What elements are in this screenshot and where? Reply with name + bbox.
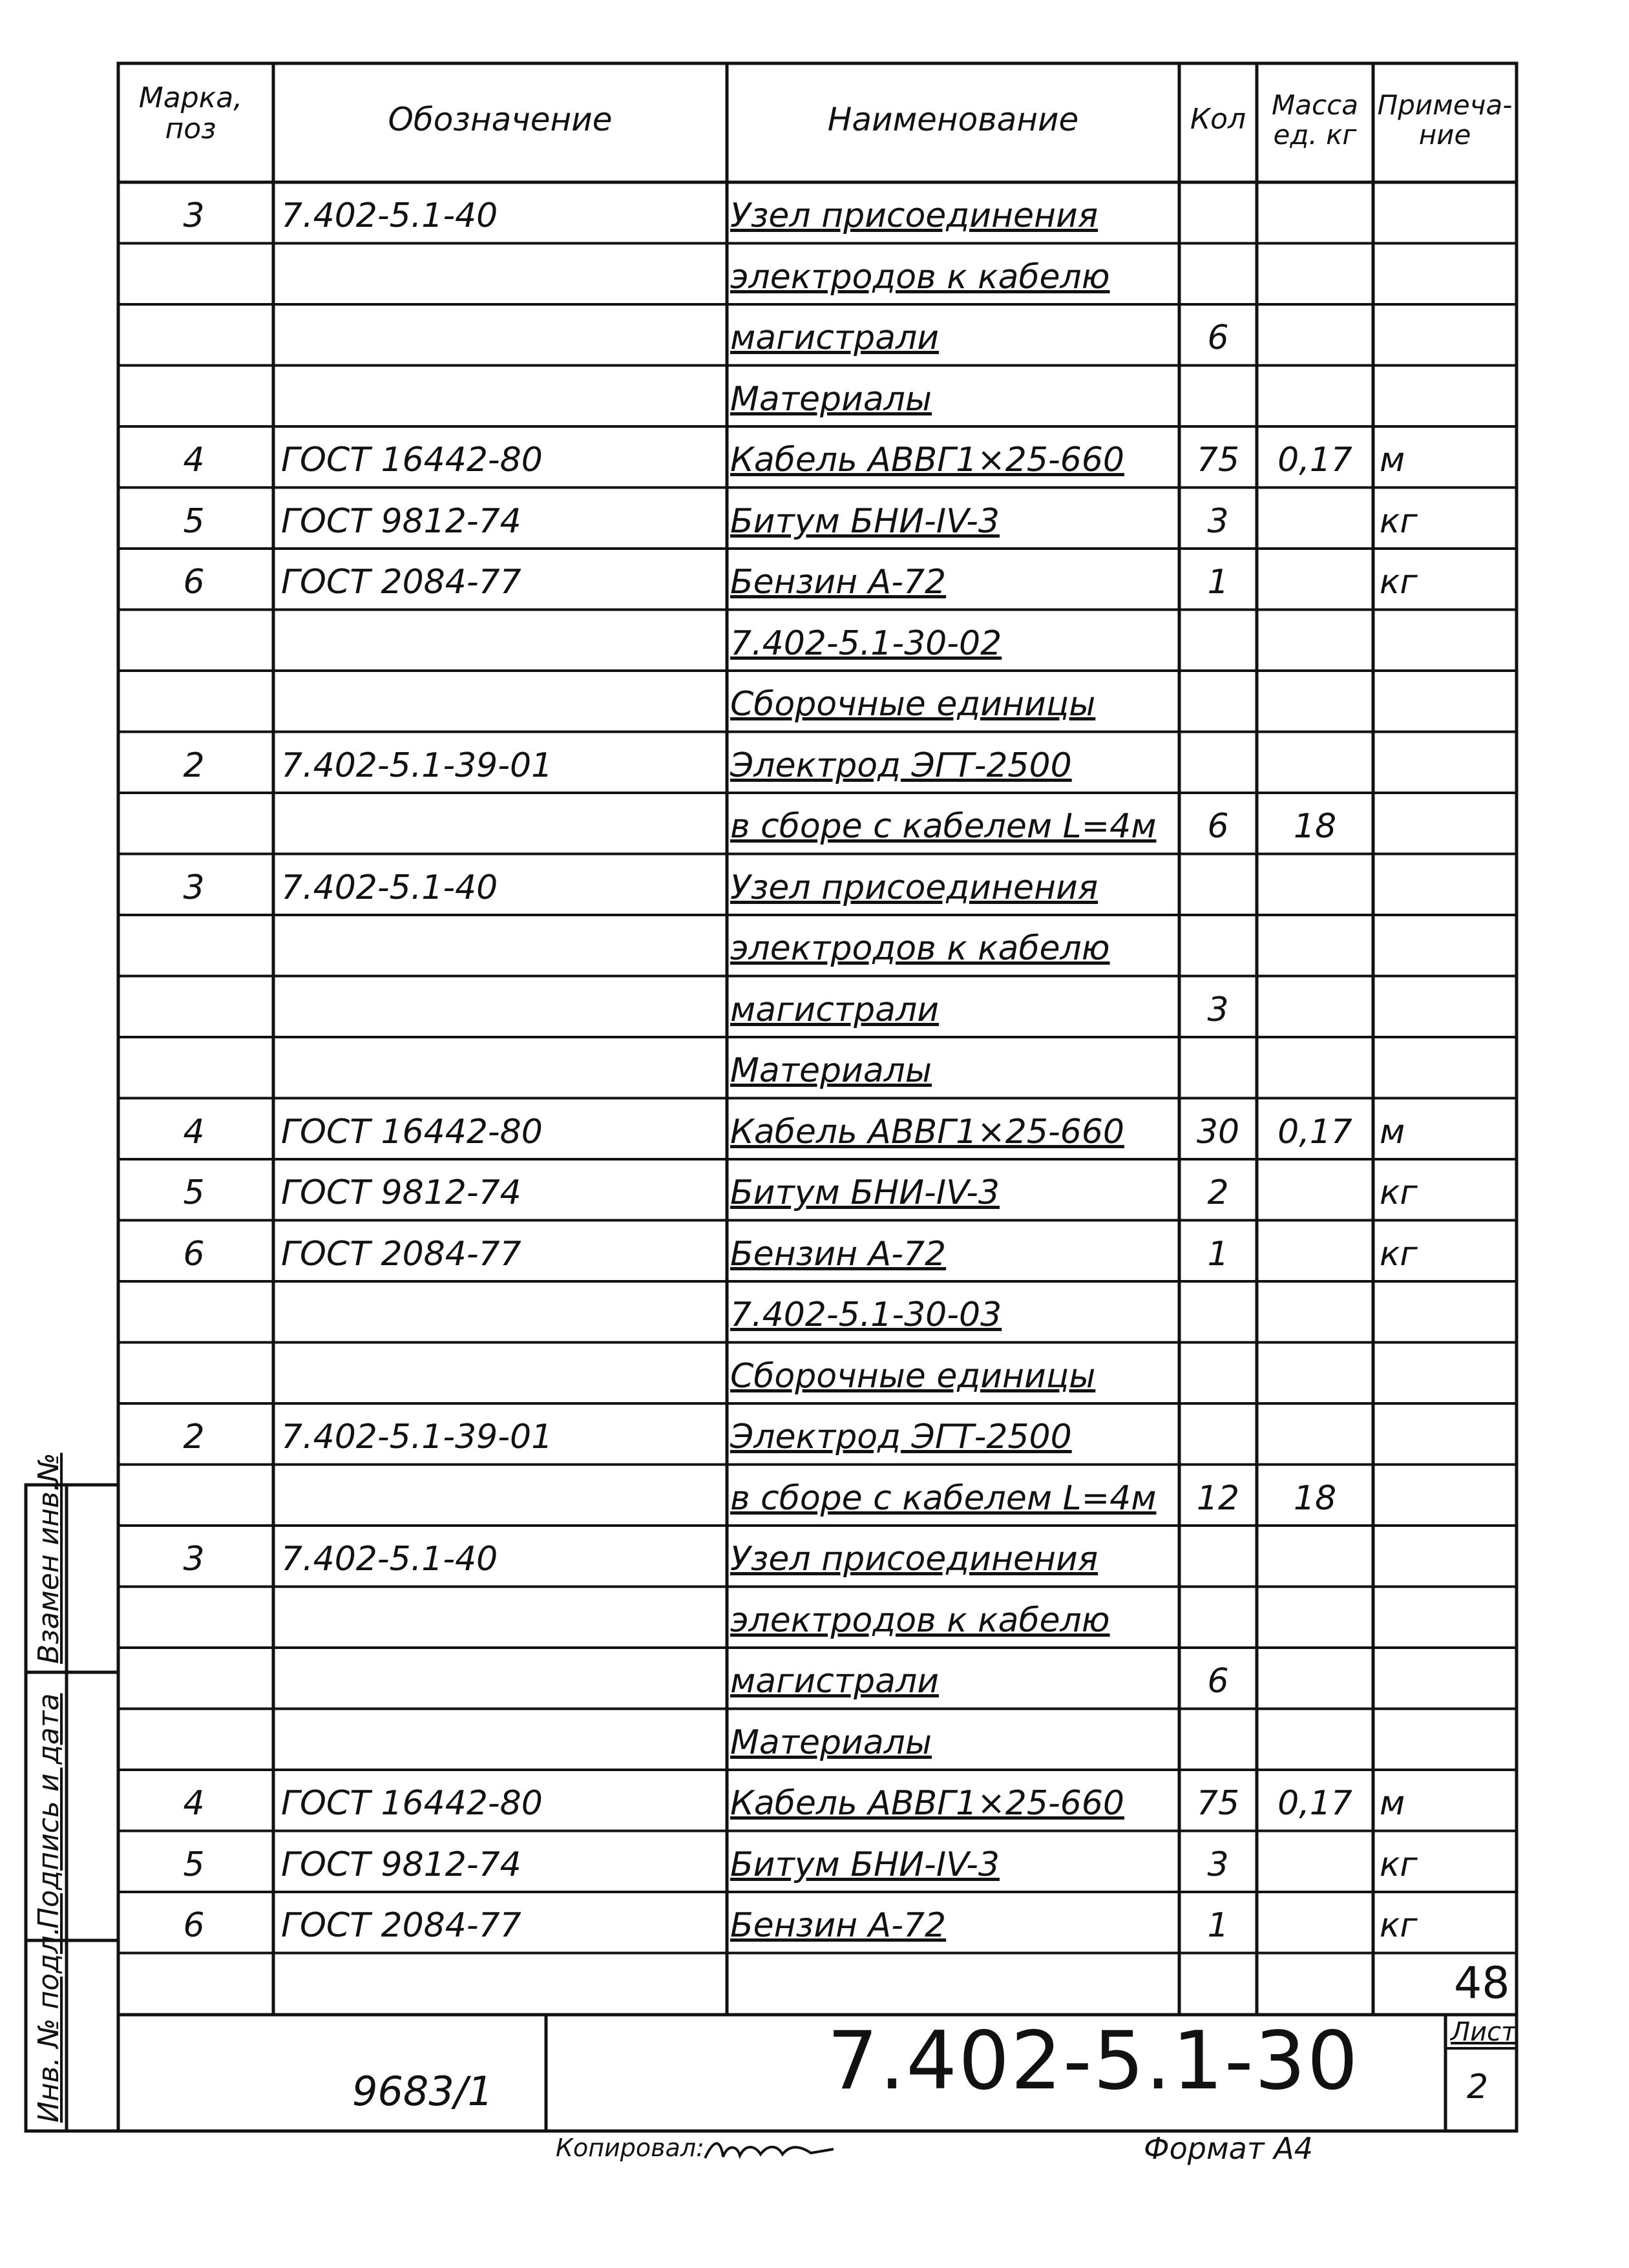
cell-prim: кг — [1380, 1906, 1418, 1945]
cell-poz: 5 — [183, 1173, 205, 1212]
cell-prim: кг — [1380, 563, 1418, 602]
col-header-kol: Кол — [1190, 103, 1246, 136]
page-number: 48 — [1454, 1958, 1510, 2009]
cell-obozn: ГОСТ 16442-80 — [281, 441, 543, 479]
cell-poz: 6 — [183, 1234, 205, 1274]
cell-poz: 6 — [183, 563, 205, 602]
cell-kol: 1 — [1207, 1906, 1229, 1945]
format-label: Формат А4 — [1144, 2131, 1313, 2166]
cell-kol: 75 — [1196, 441, 1240, 479]
cell-naim: Материалы — [730, 1723, 932, 1762]
cell-kol: 2 — [1207, 1173, 1229, 1212]
cell-naim: электродов к кабелю — [730, 257, 1110, 297]
cell-poz: 6 — [183, 1906, 205, 1945]
cell-naim: 7.402-5.1-30-03 — [730, 1296, 1002, 1334]
cell-naim: Узел присоединения — [730, 868, 1098, 907]
cell-obozn: ГОСТ 2084-77 — [281, 1234, 521, 1274]
cell-naim: в сборе с кабелем L=4м — [730, 807, 1157, 846]
cell-naim: электродов к кабелю — [730, 1601, 1110, 1640]
cell-obozn: ГОСТ 9812-74 — [281, 1845, 521, 1884]
cell-naim: Бензин А-72 — [730, 1906, 947, 1945]
cell-obozn: ГОСТ 2084-77 — [281, 1906, 521, 1945]
copied-label: Копировал: — [556, 2134, 704, 2162]
cell-poz: 4 — [183, 1784, 205, 1823]
col-header-marka: Марка, поз — [138, 81, 243, 145]
left-code: 9683/1 — [352, 2068, 494, 2115]
cell-poz: 3 — [183, 196, 205, 235]
cell-poz: 5 — [183, 501, 205, 541]
cell-poz: 3 — [183, 868, 205, 907]
side-label-inv: Инв. № подл. — [32, 1926, 65, 2123]
cell-prim: кг — [1380, 1173, 1418, 1212]
cell-kol: 3 — [1207, 990, 1229, 1029]
cell-poz: 4 — [183, 1112, 205, 1151]
cell-massa: 0,17 — [1277, 441, 1352, 479]
side-label-vzamen: Взамен инв.№ — [32, 1453, 65, 1664]
cell-prim: м — [1380, 1112, 1405, 1151]
cell-massa: 18 — [1293, 807, 1337, 846]
cell-naim: магистрали — [730, 319, 939, 357]
cell-naim: Материалы — [730, 1051, 932, 1090]
document-code: 7.402-5.1-30 — [827, 2015, 1360, 2108]
cell-kol: 6 — [1207, 1662, 1229, 1701]
cell-obozn: 7.402-5.1-40 — [281, 1540, 498, 1579]
cell-poz: 2 — [183, 1418, 205, 1456]
cell-naim: электродов к кабелю — [730, 929, 1110, 968]
col-header-oboznachenie: Обозначение — [388, 101, 613, 138]
cell-kol: 6 — [1207, 319, 1229, 357]
cell-poz: 4 — [183, 441, 205, 479]
cell-naim: 7.402-5.1-30-02 — [730, 624, 1002, 663]
cell-naim: Битум БНИ-IV-3 — [730, 1173, 1000, 1212]
col-header-massa: Масса ед. кг — [1272, 89, 1358, 151]
cell-naim: Материалы — [730, 379, 932, 419]
cell-naim: Битум БНИ-IV-3 — [730, 501, 1000, 541]
cell-obozn: ГОСТ 9812-74 — [281, 501, 521, 541]
cell-naim: магистрали — [730, 990, 939, 1029]
cell-prim: кг — [1380, 1845, 1418, 1884]
cell-prim: м — [1380, 1784, 1405, 1823]
cell-prim: м — [1380, 441, 1405, 479]
cell-obozn: ГОСТ 16442-80 — [281, 1112, 543, 1151]
cell-massa: 18 — [1293, 1478, 1337, 1518]
cell-naim: магистрали — [730, 1662, 939, 1701]
cell-kol: 1 — [1207, 1234, 1229, 1274]
cell-naim: в сборе с кабелем L=4м — [730, 1478, 1157, 1518]
cell-naim: Электрод ЭГТ-2500 — [730, 1418, 1072, 1456]
cell-massa: 0,17 — [1277, 1784, 1352, 1823]
cell-obozn: 7.402-5.1-39-01 — [281, 746, 553, 785]
cell-obozn: 7.402-5.1-40 — [281, 196, 498, 235]
cell-kol: 3 — [1207, 1845, 1229, 1884]
cell-naim: Электрод ЭГТ-2500 — [730, 746, 1072, 785]
cell-kol: 30 — [1196, 1112, 1240, 1151]
cell-naim: Кабель АВВГ1×25-660 — [730, 441, 1124, 479]
cell-naim: Узел присоединения — [730, 196, 1098, 235]
cell-naim: Кабель АВВГ1×25-660 — [730, 1784, 1124, 1823]
cell-naim: Сборочные единицы — [730, 1356, 1096, 1396]
cell-naim: Кабель АВВГ1×25-660 — [730, 1112, 1124, 1151]
cell-naim: Сборочные единицы — [730, 685, 1096, 724]
col-header-primechanie: Примеча- ние — [1377, 89, 1513, 151]
cell-kol: 6 — [1207, 807, 1229, 846]
cell-naim: Узел присоединения — [730, 1540, 1098, 1579]
cell-kol: 75 — [1196, 1784, 1240, 1823]
cell-obozn: 7.402-5.1-40 — [281, 868, 498, 907]
cell-prim: кг — [1380, 501, 1418, 541]
cell-poz: 5 — [183, 1845, 205, 1884]
cell-obozn: ГОСТ 2084-77 — [281, 563, 521, 602]
col-header-naimenovanie: Наименование — [827, 101, 1079, 138]
copier-signature — [701, 2132, 843, 2171]
cell-kol: 3 — [1207, 501, 1229, 541]
list-label: Лист — [1451, 2017, 1517, 2047]
cell-massa: 0,17 — [1277, 1112, 1352, 1151]
cell-obozn: ГОСТ 9812-74 — [281, 1173, 521, 1212]
cell-poz: 2 — [183, 746, 205, 785]
cell-naim: Битум БНИ-IV-3 — [730, 1845, 1000, 1884]
cell-prim: кг — [1380, 1234, 1418, 1274]
list-number: 2 — [1467, 2068, 1489, 2106]
cell-obozn: 7.402-5.1-39-01 — [281, 1418, 553, 1456]
cell-kol: 1 — [1207, 563, 1229, 602]
cell-naim: Бензин А-72 — [730, 563, 947, 602]
cell-poz: 3 — [183, 1540, 205, 1579]
cell-obozn: ГОСТ 16442-80 — [281, 1784, 543, 1823]
cell-naim: Бензин А-72 — [730, 1234, 947, 1274]
side-label-podpis: Подпись и дата — [32, 1693, 65, 1929]
cell-kol: 12 — [1196, 1478, 1240, 1518]
